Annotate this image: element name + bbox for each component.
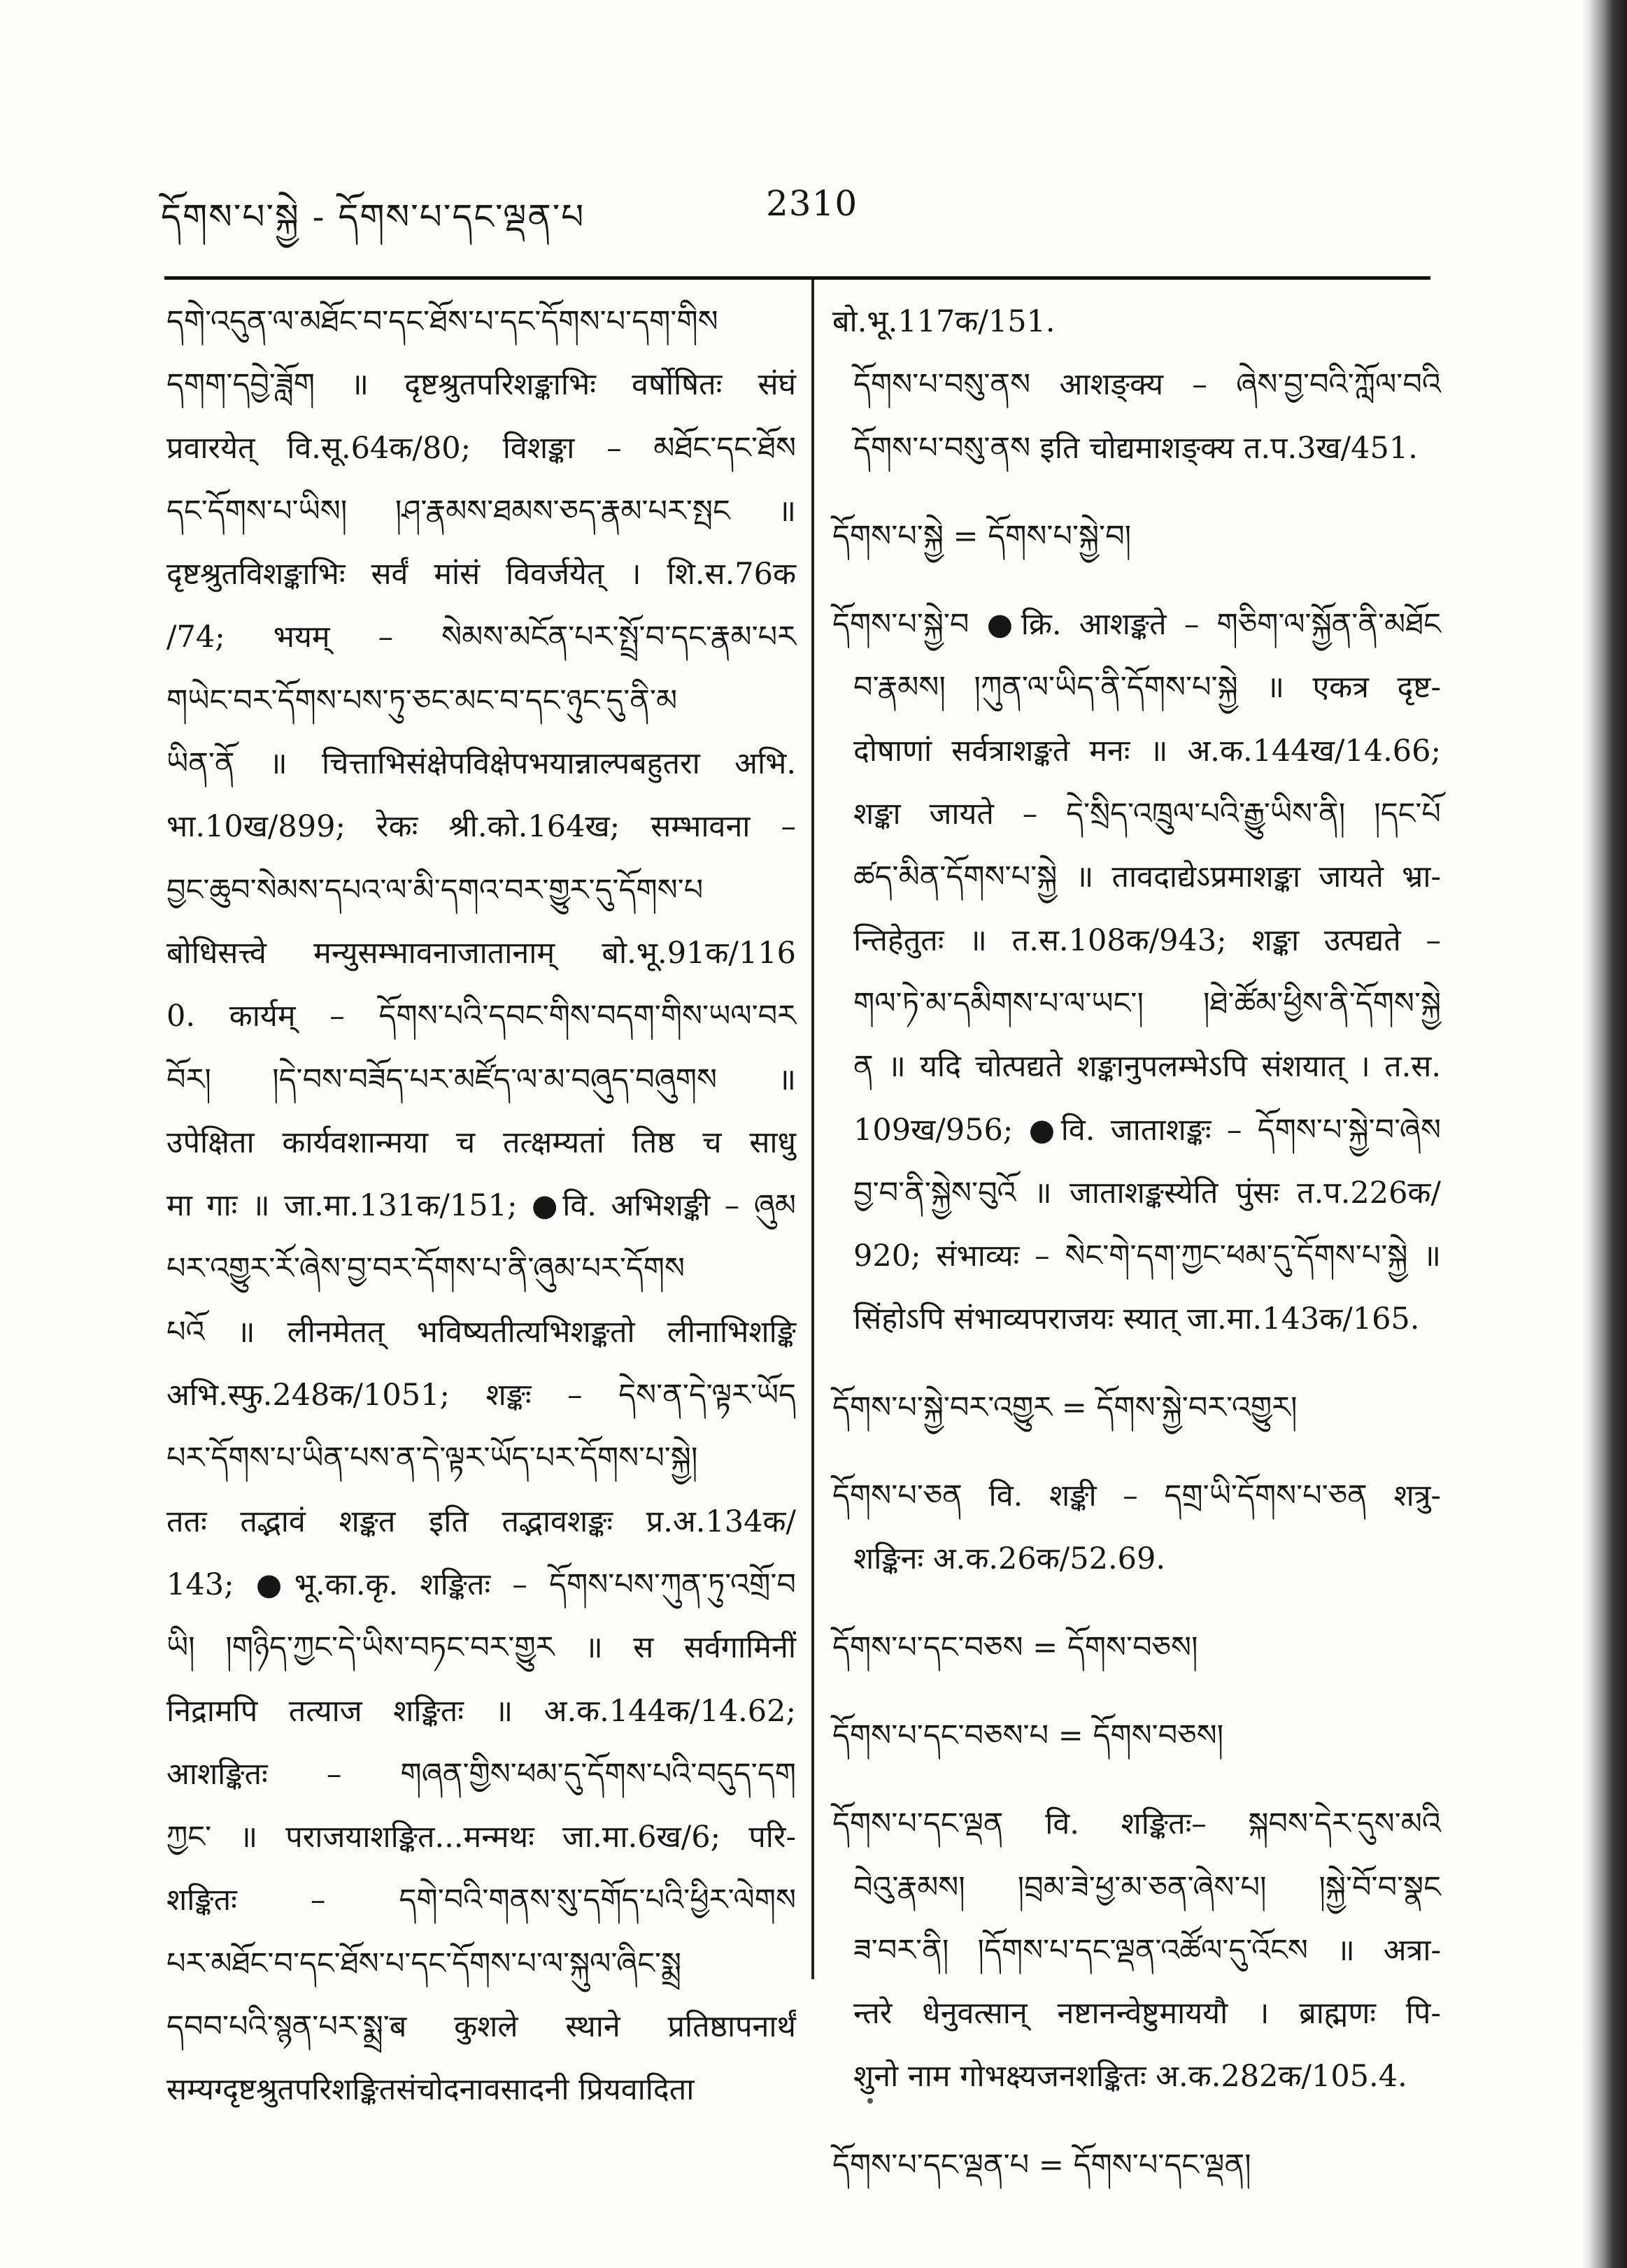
left-column-line: པའོ ॥ लीनमेतत् भविष्यतीत्यभिशङ्कतो लीनाभिशङ्कि xyxy=(166,1314,796,1350)
entry-line: न्तरे धेनुवत्सान् नष्टानन्वेष्टुमाययौ । ब्राह्मणः पि- xyxy=(853,1996,1441,2032)
right-column xyxy=(832,290,1441,2197)
dictionary-entry xyxy=(832,2134,1441,2197)
left-column-line: དང་དོགས་པ་ཡིས། །ཤ་རྣམས་ཐམས་ཅད་རྣམ་པར་སྤང ॥ xyxy=(166,493,796,529)
left-column-line: /74; भयम् – སེམས་མངོན་པར་སྤྲོ་བ་དང་རྣམ་པར xyxy=(166,620,796,655)
entry-line: དོགས་པ་སྐྱེ་བ ●क्रि. आशङ्कते – གཅིག་ལ་སྐྱོན་ནི་མཐོང xyxy=(832,607,1441,643)
left-column-line: པར་འགྱུར་རོ་ཞེས་བྱ་བར་དོགས་པ་ནི་ཞུམ་པར་དོགས xyxy=(166,1251,685,1287)
entry-line: बो.भू.117क/151. xyxy=(832,304,1056,339)
entry-line: བེའུ་རྣམས། །བྲམ་ཟེ་ཕྱ་མ་ཅན་ཞེས་པ། །སྐྱེ་བོ་བ་སྣང xyxy=(853,1869,1441,1905)
entry-gap xyxy=(832,1439,1441,1464)
left-column xyxy=(166,290,796,2122)
entry-line: དོགས་པ་དང་བཅས་པ = དོགས་བཅས། xyxy=(832,1718,1224,1753)
left-column-line: प्रवारयेत् वि.सू.64क/80; विशङ्का – མཐོང་དང་ཐོས xyxy=(166,430,796,466)
left-column-line: དགེ་འདུན་ལ་མཐོང་བ་དང་ཐོས་པ་དང་དོགས་པ་དག་གིས xyxy=(166,304,718,339)
entry-gap xyxy=(832,2109,1441,2134)
entry-gap xyxy=(832,1351,1441,1376)
dictionary-entry xyxy=(832,1704,1441,1767)
entry-line: 920; संभाव्यः – སེང་གེ་དག་ཀྱང་ཕམ་དུ་དོགས་པ་སྐྱེ ॥ xyxy=(853,1239,1441,1274)
left-column-line: निद्रामपि तत्याज शङ्कितः ॥ अ.क.144क/14.62; xyxy=(166,1693,796,1729)
entry-line: དོགས་པ་ཅན वि. शङ्की – དགྲ་ཡི་དོགས་པ་ཅན शत्रु- xyxy=(832,1478,1441,1514)
dictionary-entry xyxy=(832,593,1441,1351)
left-column-line: 0. कार्यम् – དོགས་པའི་དབང་གིས་བདག་གིས་ཡལ་བར xyxy=(166,999,796,1034)
left-column-line: मा गाः ॥ जा.मा.131क/151; ●वि. अभिशङ्की – ཞུམ xyxy=(166,1188,796,1224)
left-column-line: ततः तद्भावं शङ्कत इति तद्भावशङ्कः प्र.अ.134क/ xyxy=(166,1504,796,1539)
dictionary-entry xyxy=(832,1616,1441,1679)
dictionary-entry xyxy=(832,290,1441,480)
entry-line: དོགས་པ་དང་ལྡན वि. शङ्कितः– སྐབས་དེར་དུས་མའི xyxy=(832,1806,1441,1842)
dictionary-entry xyxy=(832,1792,1441,2108)
dictionary-entry xyxy=(832,1376,1441,1439)
left-column-line: དབབ་པའི་སྙན་པར་སྨྲ་ब कुशले स्थाने प्रतिष्ठापनार्थं xyxy=(166,2009,796,2045)
left-column-line: པར་མཐོང་བ་དང་ཐོས་པ་དང་དོགས་པ་ལ་སྐུལ་ཞིང་སྨྲ xyxy=(166,1946,682,1981)
entry-line: དོགས་པ་བསུ་ནས इति चोद्यमाशङ्क्य त.प.3ख/451. xyxy=(853,430,1418,466)
entry-line: दोषाणां सर्वत्राशङ्कते मनः ॥ अ.क.144ख/14.66; xyxy=(853,733,1441,769)
dictionary-entry xyxy=(832,1464,1441,1591)
left-column-line: आशङ्कितः – གཞན་གྱིས་ཕམ་དུ་དོགས་པའི་བདུད་དག xyxy=(166,1756,796,1792)
left-column-line: ཡིན་ནོ ॥ चित्ताभिसंक्षेपविक्षेपभयान्नाल्पबहुतरा अभि. xyxy=(166,746,796,782)
entry-gap xyxy=(832,568,1441,593)
entry-line: सिंहोऽपि संभाव्यपराजयः स्यात् जा.मा.143क/165. xyxy=(853,1301,1420,1337)
left-column-line: भा.10ख/899; रेकः श्री.को.164ख; सम्भावना – xyxy=(166,809,796,845)
entry-line: དོགས་པ་སྐྱེ = དོགས་པ་སྐྱེ་བ། xyxy=(832,518,1132,554)
entry-line: དོགས་པ་དང་བཅས = དོགས་བཅས། xyxy=(832,1629,1198,1665)
entry-line: དོགས་པ་དང་ལྡན་པ = དོགས་པ་དང་ལྡན། xyxy=(832,2147,1251,2183)
left-column-line: 143; ●भू.का.कृ. शङ्कितः – དོགས་པས་ཀུན་ཏུ་འགྲོ་བ xyxy=(166,1567,796,1602)
entry-gap xyxy=(832,1767,1441,1792)
entry-gap xyxy=(832,1591,1441,1616)
entry-line: ན ॥ यदि चोत्पद्यते शङ्कानुपलम्भेऽपि संशयात् । त.स. xyxy=(853,1049,1441,1085)
left-column-line: उपेक्षिता कार्यवशान्मया च तत्क्षम्यतां तिष्ठ च साधु xyxy=(166,1125,796,1160)
scan-speck xyxy=(867,2098,873,2104)
entry-gap xyxy=(832,480,1441,505)
dictionary-entry xyxy=(832,505,1441,568)
left-column-line: सम्यग्दृष्टश्रुतपरिशङ्कितसंचोदनावसादनी प्रियवादिता xyxy=(166,2072,695,2108)
entry-line: བྱ་བ་ནི་སྐྱེས་བུའོ ॥ जाताशङ्कस्येति पुंसः त.प.226क/ xyxy=(853,1175,1441,1211)
entry-line: ཚད་མིན་དོགས་པ་སྐྱེ ॥ तावदाद्येऽप्रमाशङ्का जायते भ्रा- xyxy=(853,860,1441,895)
running-head: དོགས་པ་སྐྱེ - དོགས་པ་དང་ལྡན་པ xyxy=(161,197,585,237)
left-column-line: དགག་དབྱེ་ཟློག ॥ दृष्टश्रुतपरिशङ्काभिः वर्षोषितः संघं xyxy=(166,367,796,403)
entry-line: शङ्किनः अ.क.26क/52.69. xyxy=(853,1541,1166,1577)
scan-binding-edge xyxy=(1581,0,1627,2268)
left-column-line: ཀྱང་ ॥ पराजयाशङ्कित...मन्मथः जा.मा.6ख/6; परि- xyxy=(166,1820,796,1855)
left-column-line: दृष्टश्रुतविशङ्काभिः सर्वं मांसं विवर्जयेत् । शि.स.76क xyxy=(166,557,796,592)
left-column-line: अभि.स्फु.248क/1051; शङ्कः – དེས་ན་དེ་ལྟར་ཡོད xyxy=(166,1378,796,1413)
left-column-line: ཡི། །གཉིད་ཀྱང་དེ་ཡིས་བཏང་བར་གྱུར ॥ स सर्वगामिनीं xyxy=(166,1630,796,1666)
entry-line: शुनो नाम गोभक्ष्यजनशङ्कितः अ.क.282क/105.4. xyxy=(853,2059,1407,2095)
left-column-line: པར་དོགས་པ་ཡིན་པས་ན་དེ་ལྟར་ཡོད་པར་དོགས་པ་སྐྱེ། xyxy=(166,1441,698,1476)
entry-line: न्तिहेतुतः ॥ त.स.108क/943; शङ्का उत्पद्यते – xyxy=(853,922,1441,958)
entry-line: ཟ་བར་ནི། །དོགས་པ་དང་ལྡན་འཚོལ་དུ་འོངས ॥ अत्रा- xyxy=(853,1932,1441,1968)
entry-line: གལ་ཏེ་མ་དམིགས་པ་ལ་ཡང་། །ཐེ་ཚོམ་ཕྱིས་ནི་དོགས་སྐྱེ xyxy=(853,985,1441,1021)
left-column-line: बोधिसत्त्वे मन्युसम्भावनाजातानाम् बो.भू.91क/116 xyxy=(166,935,796,971)
column-divider xyxy=(811,280,814,1979)
left-column-line: བོར། །དེ་བས་བཟོད་པར་མཛོད་ལ་མ་བཞུད་བཞུགས ॥ xyxy=(166,1062,796,1097)
left-column-line: བྱང་ཆུབ་སེམས་དཔའ་ལ་མི་དགའ་བར་གྱུར་དུ་དོགས་པ xyxy=(166,872,704,908)
left-column-line: གཡེང་བར་དོགས་པས་ཏུ་ཅང་མང་བ་དང་ཉུང་དུ་ནི་མ xyxy=(166,683,678,718)
entry-line: དོགས་པ་སྐྱེ་བར་འགྱུར = དོགས་སྐྱེ་བར་འགྱུར། xyxy=(832,1390,1298,1425)
page-number: 2310 xyxy=(766,183,858,224)
entry-line: དོགས་པ་བསུ་ནས आशङ्क्य – ཞེས་བྱ་བའི་ཀློལ་བའི xyxy=(853,367,1441,403)
entry-gap xyxy=(832,1679,1441,1704)
header-rule xyxy=(164,276,1430,280)
entry-line: शङ्का जायते – དེ་སྲིད་འཁྲུལ་པའི་རྒྱུ་ཡིས་ནི། །དང་པོ xyxy=(853,797,1441,832)
entry-line: 109ख/956; ●वि. जाताशङ्कः – དོགས་པ་སྐྱེ་བ་ཞེས xyxy=(853,1112,1441,1148)
entry-line: བ་རྣམས། །ཀུན་ལ་ཡིད་ནི་དོགས་པ་སྐྱེ ॥ एकत्र दृष्ट- xyxy=(853,670,1441,706)
left-column-line: शङ्कितः – དགེ་བའི་གནས་སུ་དགོད་པའི་ཕྱིར་ལེགས xyxy=(166,1883,796,1918)
